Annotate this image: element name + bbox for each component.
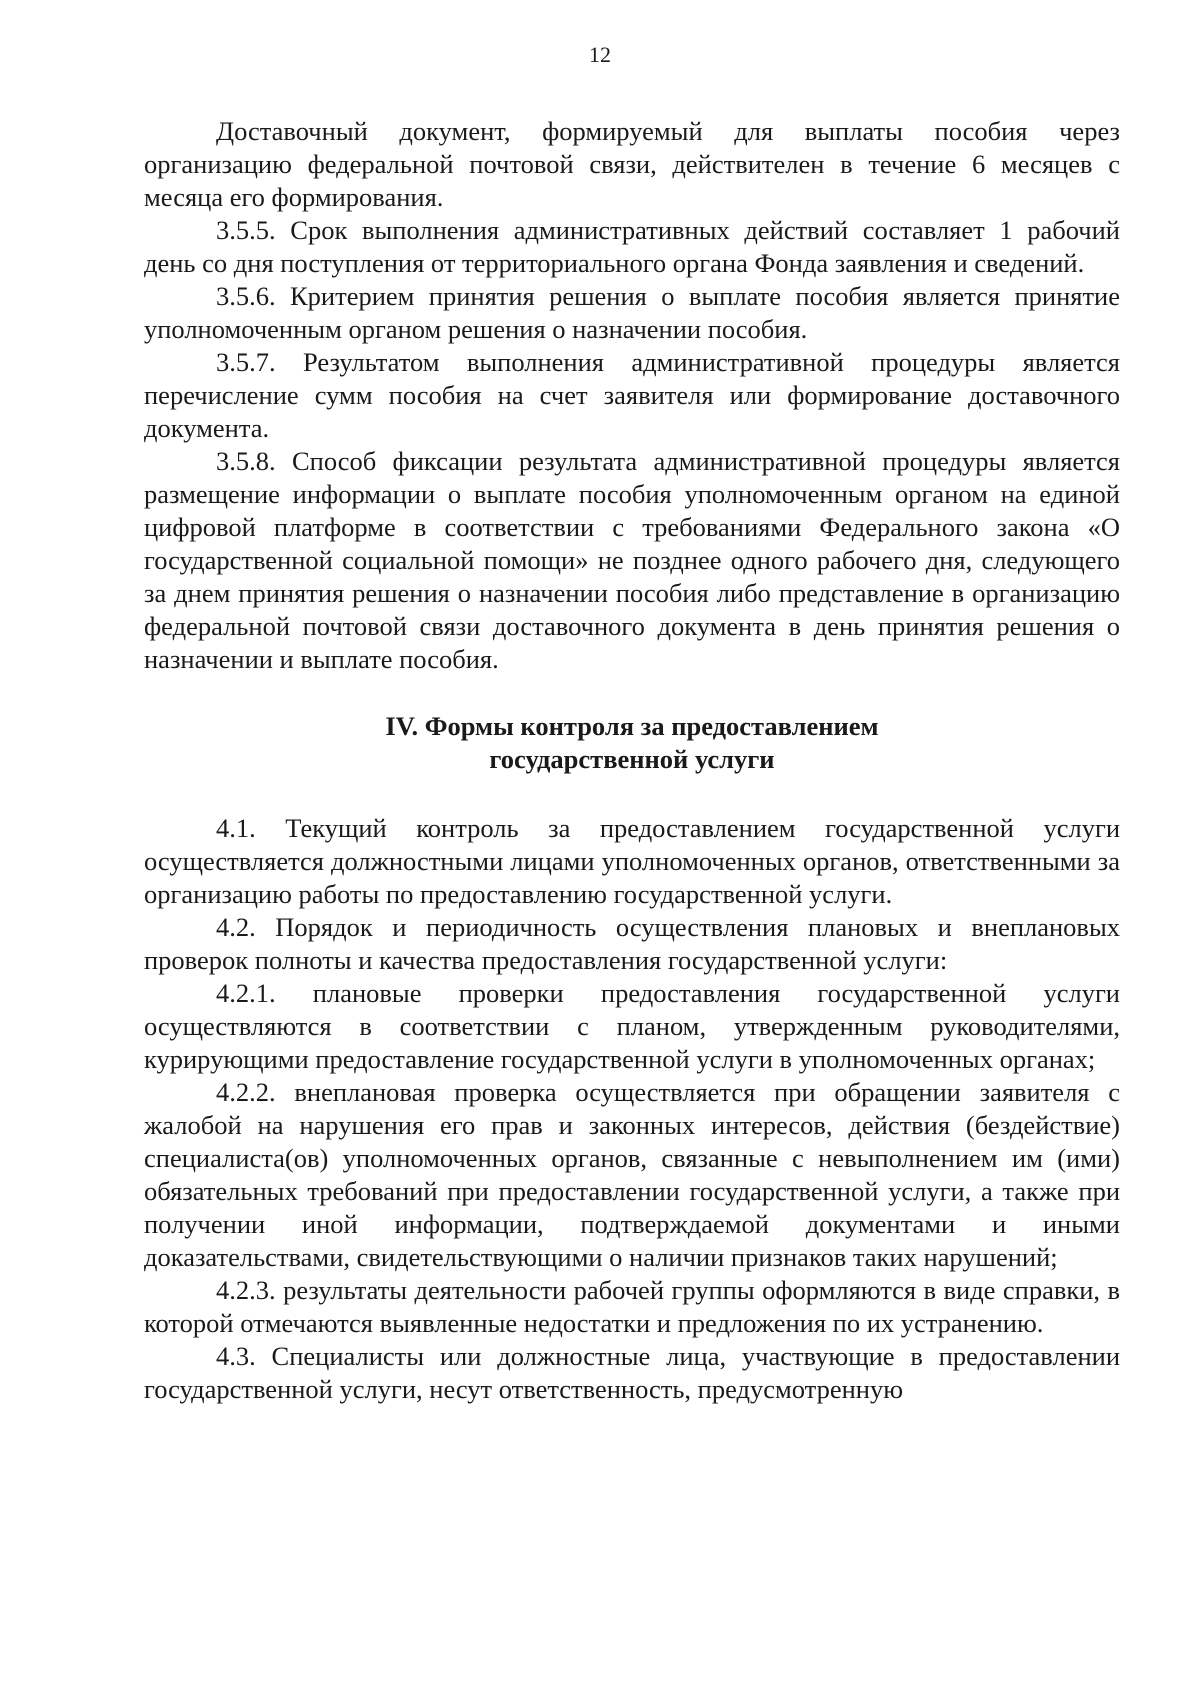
section-heading-line1: IV. Формы контроля за предоставлением <box>385 711 879 741</box>
paragraph-3-5-6: 3.5.6. Критерием принятия решения о выплате пособия является принятие уполномоченным органом решения о назначении пособия. <box>144 281 1120 344</box>
paragraph-4-2-1: 4.2.1. плановые проверки предоставления государственной услуги осуществляются в соответствии с планом, утвержденным руководителями, курирующими предоставление государственной услуги в уполномоченных органах; <box>144 978 1120 1074</box>
paragraph-4-2-2: 4.2.2. внеплановая проверка осуществляется при обращении заявителя с жалобой на нарушения его прав и законных интересов, действия (бездействие) специалиста(ов) уполномоченных органов, связанные с невыполнением им (ими) обязательных требований при предоставлении государственной услуги, а также при получении иной информации, подтверждаемой документами и иными доказательствами, свидетельствующими о наличии признаков таких нарушений; <box>144 1077 1120 1272</box>
paragraph-4-3: 4.3. Специалисты или должностные лица, участвующие в предоставлении государственной услуги, несут ответственность, предусмотренную <box>144 1341 1120 1404</box>
document-body <box>144 115 1120 1406</box>
paragraph-3-5-5: 3.5.5. Срок выполнения административных действий составляет 1 рабочий день со дня поступления от территориального органа Фонда заявления и сведений. <box>144 215 1120 278</box>
paragraph-4-2: 4.2. Порядок и периодичность осуществления плановых и внеплановых проверок полноты и качества предоставления государственной услуги: <box>144 912 1120 975</box>
paragraph-4-1: 4.1. Текущий контроль за предоставлением государственной услуги осуществляется должностными лицами уполномоченных органов, ответственными за организацию работы по предоставлению государственной услуги. <box>144 813 1120 909</box>
paragraph-3-5-7: 3.5.7. Результатом выполнения административной процедуры является перечисление сумм пособия на счет заявителя или формирование доставочного документа. <box>144 347 1120 443</box>
paragraph-3-5-8: 3.5.8. Способ фиксации результата административной процедуры является размещение информации о выплате пособия уполномоченным органом на единой цифровой платформе в соответствии с требованиями Федерального закона «О государственной социальной помощи» не позднее одного рабочего дня, следующего за днем принятия решения о назначении пособия либо представление в организацию федеральной почтовой связи доставочного документа в день принятия решения о назначении и выплате пособия. <box>144 446 1120 674</box>
paragraph-delivery-document: Доставочный документ, формируемый для выплаты пособия через организацию федеральной почтовой связи, действителен в течение 6 месяцев с месяца его формирования. <box>144 116 1120 212</box>
section-heading <box>144 710 1120 776</box>
section-heading-line2: государственной услуги <box>489 744 775 774</box>
paragraph-4-2-3: 4.2.3. результаты деятельности рабочей группы оформляются в виде справки, в которой отмечаются выявленные недостатки и предложения по их устранению. <box>144 1275 1120 1338</box>
page-number: 12 <box>589 42 611 67</box>
